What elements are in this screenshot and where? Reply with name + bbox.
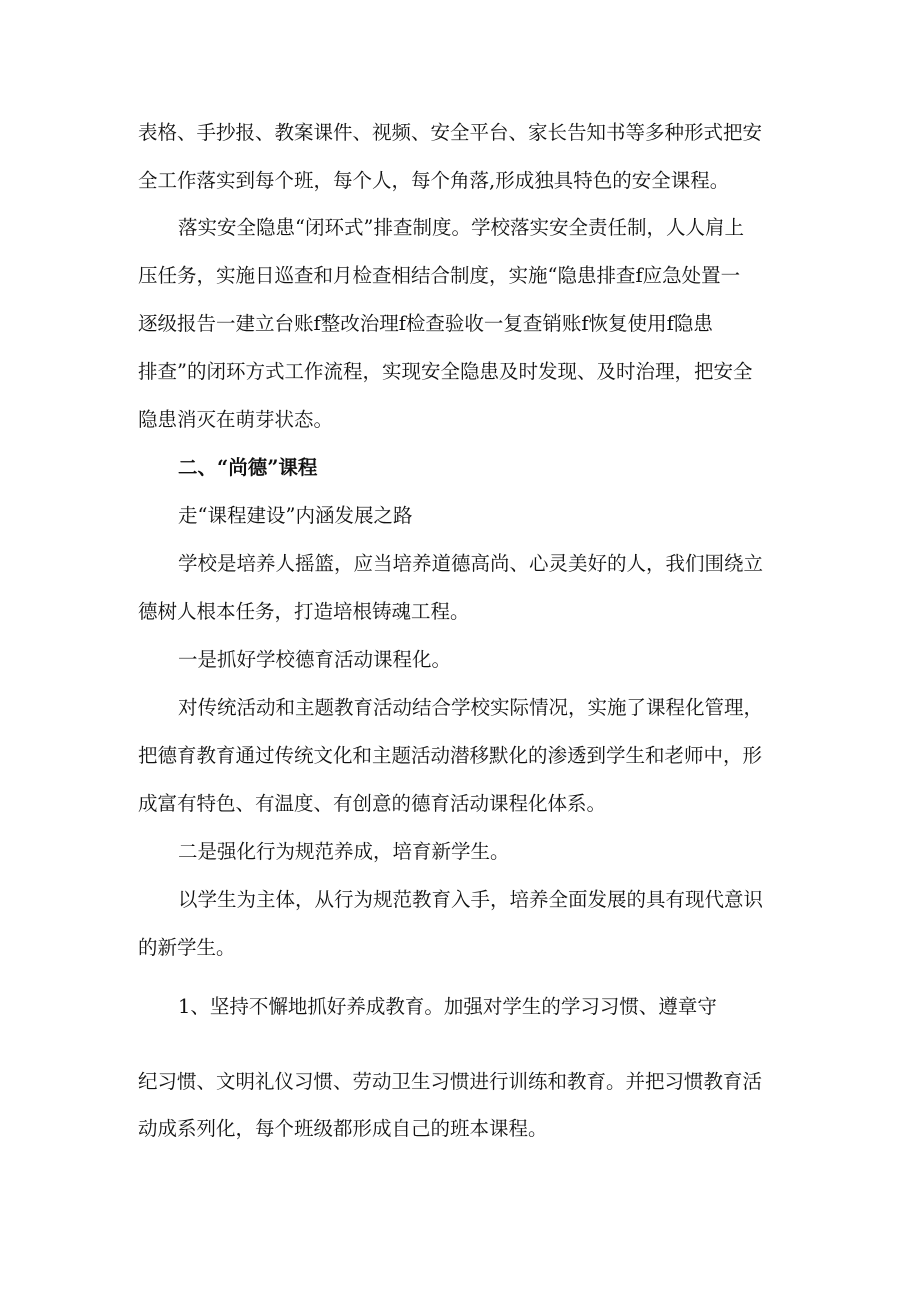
paragraph-line: 成富有特色、有温度、有创意的德育活动课程化体系。	[138, 792, 607, 815]
paragraph-line: 落实安全隐患“闭环式”排查制度。学校落实安全责任制，人人肩上	[178, 216, 744, 239]
paragraph-line: 的新学生。	[138, 936, 236, 959]
paragraph-line: 德树人根本任务，打造培根铸魂工程。	[138, 600, 470, 623]
paragraph-line: 全工作落实到每个班，每个人，每个角落,形成独具特色的安全课程。	[138, 169, 730, 192]
paragraph-line: 逐级报告一建立台账f整改治理f检查验收一复查销账f恢复使用f隐患	[138, 312, 713, 335]
paragraph-line: 对传统活动和主题教育活动结合学校实际情况，实施了课程化管理，	[178, 696, 764, 719]
paragraph-line: 学校是培养人摇篮，应当培养道德高尚、心灵美好的人，我们围绕立	[178, 552, 764, 575]
paragraph-line: 排查”的闭环方式工作流程，实现安全隐患及时发现、及时治理，把安全	[138, 360, 753, 383]
paragraph-line: 压任务，实施日巡查和月检查相结合制度，实施“隐患排查f应急处置一	[138, 264, 741, 287]
paragraph-line: 1、坚持不懈地抓好养成教育。加强对学生的学习习惯、遵章守	[178, 995, 717, 1018]
paragraph-line: 纪习惯、文明礼仪习惯、劳动卫生习惯进行训练和教育。并把习惯教育活	[138, 1070, 763, 1093]
section-heading: 二、“尚德”课程	[178, 456, 318, 479]
paragraph-line: 以学生为主体，从行为规范教育入手，培养全面发展的具有现代意识	[178, 888, 764, 911]
paragraph-line: 一是抓好学校德育活动课程化。	[178, 648, 452, 671]
paragraph-line: 动成系列化，每个班级都形成自己的班本课程。	[138, 1117, 548, 1140]
paragraph-line: 隐患消灭在萌芽状态。	[138, 408, 334, 431]
paragraph-line: 二是强化行为规范养成，培育新学生。	[178, 840, 510, 863]
paragraph-line: 表格、手抄报、教案课件、视频、安全平台、家长告知书等多种形式把安	[138, 121, 763, 144]
subheading: 走“课程建设”内涵发展之路	[178, 504, 413, 527]
paragraph-line: 把德育教育通过传统文化和主题活动潜移默化的渗透到学生和老师中，形	[138, 744, 763, 767]
